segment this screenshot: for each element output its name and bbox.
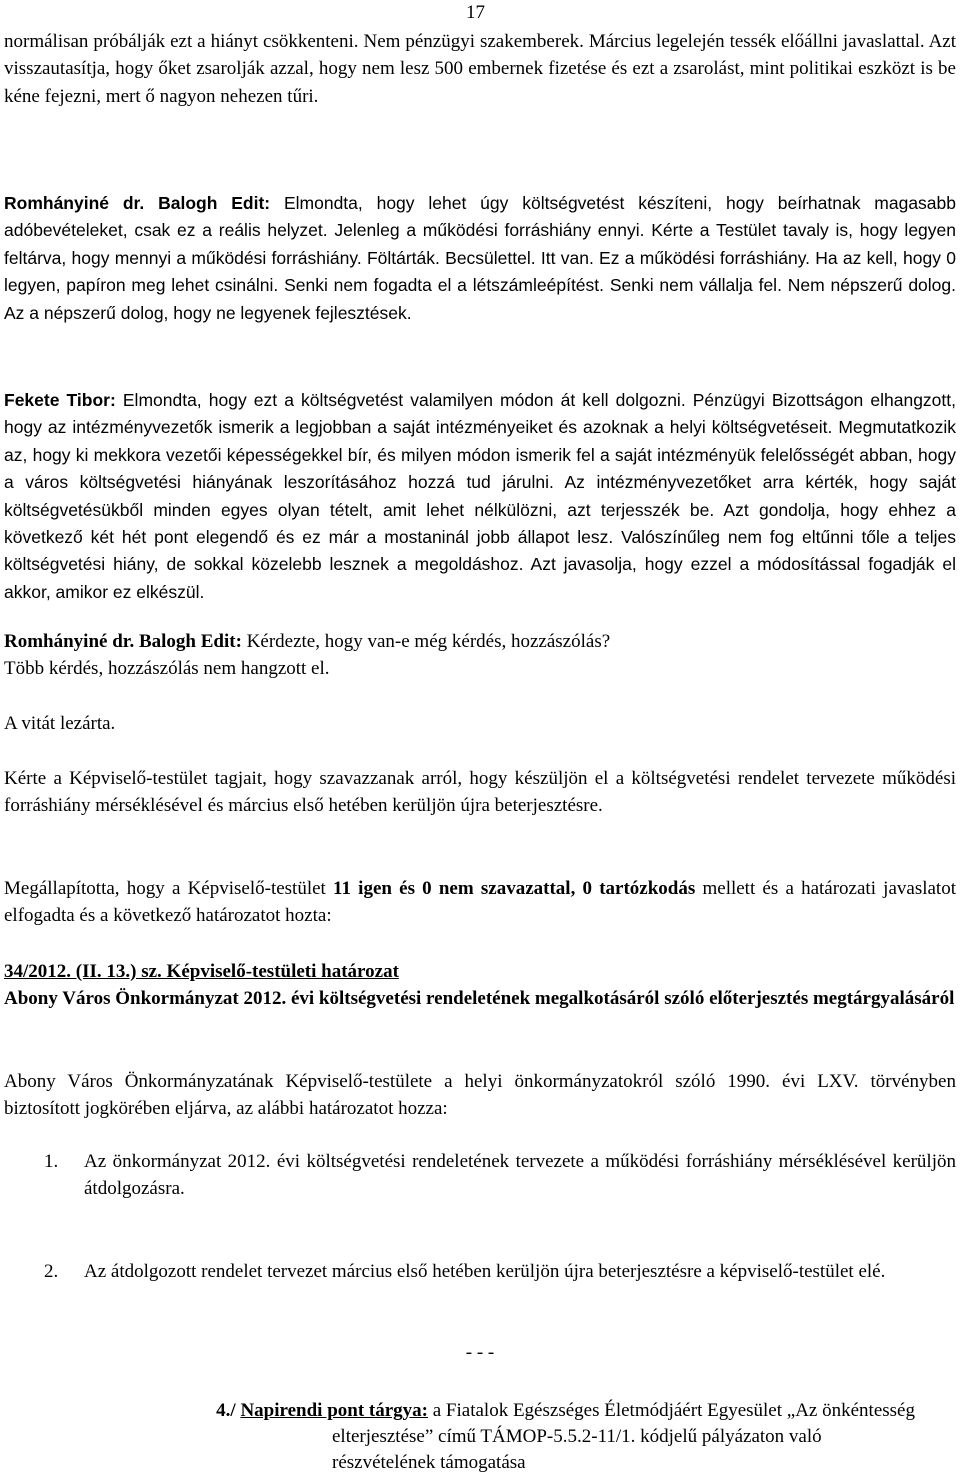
paragraph-speaker-balogh bbox=[4, 190, 956, 327]
agenda-subject-line2: elterjesztése” című TÁMOP-5.5.2-11/1. kódjelű pályázaton való bbox=[332, 1426, 822, 1447]
speaker-name: Romhányiné dr. Balogh Edit: bbox=[4, 193, 271, 213]
paragraph-speaker-fekete bbox=[4, 387, 956, 606]
resolution-intro: Abony Város Önkormányzatának Képviselő-testülete a helyi önkormányzatokról szóló 1990. évi LXV. törvényben biztosított jogkörében eljárva, az alábbi határozatot hozza: bbox=[4, 1071, 956, 1120]
paragraph-vote-result: Megállapította, hogy a Képviselő-testület 11 igen és 0 nem szavazattal, 0 tartózkodás mellett és a határozati javaslatot elfogadta és a következő határozatot hozta: bbox=[4, 878, 956, 927]
agenda-subject-line3: részvételének támogatása bbox=[332, 1452, 526, 1473]
section-separator: - - - bbox=[465, 1342, 495, 1363]
page-number: 17 bbox=[466, 2, 485, 23]
resolution-item: 2. Az átdolgozott rendelet tervezet március első hetében kerüljön újra beterjesztésre a képviselő-testület elé. bbox=[44, 1261, 886, 1282]
speaker-text: Elmondta, hogy lehet úgy költségvetést készíteni, hogy beírhatnak magasabb adóbevételeket, csak ez a reális helyzet. Jelenleg a működési forráshiány ennyi. Kérte a Testület tavaly is, hogy legyen feltárva, hogy mennyi a működési forráshiány. Föltárták. Becsülettel. Itt van. Ez a működési forráshiány. Ha az kell, hogy 0 legyen, papíron meg lehet csinálni. Senki nem fogadta el a létszámleépítést. Senki nem vállalja fel. Nem népszerű dolog. Az a népszerű dolog, hogy ne legyenek fejlesztések. bbox=[4, 193, 957, 323]
agenda-subject-line1: a Fiatalok Egészséges Életmódjáért Egyesület „Az önkéntesség bbox=[428, 1400, 915, 1421]
resolution-title: Abony Város Önkormányzat 2012. évi költségvetési rendeletének megalkotásáról szóló előterjesztés megtárgyalásáról bbox=[4, 988, 955, 1009]
debate-closed: A vitát lezárta. bbox=[4, 713, 116, 734]
agenda-number: 4./ bbox=[216, 1400, 236, 1421]
speaker-name: Fekete Tibor: bbox=[4, 390, 116, 410]
resolution-number: 34/2012. (II. 13.) sz. Képviselő-testületi határozat bbox=[4, 961, 399, 982]
agenda-label: Napirendi pont tárgya: bbox=[240, 1400, 428, 1421]
speaker-text: Elmondta, hogy ezt a költségvetést valamilyen módon át kell dolgozni. Pénzügyi Bizottságon elhangzott, hogy az intézményvezetők ismerik a legjobban a saját intézményeiket és azoknak a helyi költségvetéseit. Megmutatkozik az, hogy ki mekkora vezetői képességekkel bír, és milyen módon ismerik fel a saját intézményük felelősségét abban, hogy a város költségvetési hiányának leszorításához hozzá tud járulni. Az intézményvezetőket arra kérték, hogy saját költségvetésükből minden egyes olyan tételt, amit lehet nélkülözni, azt terjesszék be. Azt gondolja, hogy ehhez a következő két hét pont elegendő és ez már a mostaninál jobb állapot lesz. Valószínűleg nem fog eltűnni tőle a teljes költségvetési hiány, de sokkal közelebb lesznek a megoldáshoz. Azt javasolja, hogy ezzel a módosítással fogadják el akkor, amikor ez elkészül. bbox=[4, 390, 956, 602]
agenda-item bbox=[4, 1398, 956, 1476]
paragraph-vote-request: Kérte a Képviselő-testület tagjait, hogy szavazzanak arról, hogy készüljön el a költségvetési rendelet tervezete működési forráshiány mérséklésével és március első hetében kerüljön újra beterjesztésre. bbox=[4, 768, 956, 817]
paragraph-continuation: normálisan próbálják ezt a hiányt csökkenteni. Nem pénzügyi szakemberek. Március legelején tessék előállni javaslattal. Azt visszautasítja, hogy őket zsarolják azzal, hogy nem lesz 500 embernek fizetése és ezt a zsarolást, mint politikai eszközt is be kéne fejezni, mert ő nagyon nehezen tűri. bbox=[4, 31, 956, 107]
paragraph-speaker-balogh-question bbox=[4, 628, 956, 683]
speaker-name: Romhányiné dr. Balogh Edit: bbox=[4, 631, 242, 652]
speaker-text: Kérdezte, hogy van-e még kérdés, hozzászólás? bbox=[241, 631, 611, 652]
no-more-questions: Több kérdés, hozzászólás nem hangzott el. bbox=[4, 658, 330, 680]
resolution-item: 1. Az önkormányzat 2012. évi költségvetési rendeletének tervezete a működési forráshiány mérséklésével kerüljön átdolgozásra. bbox=[44, 1151, 956, 1200]
vote-count: 11 igen és 0 nem szavazattal, 0 tartózkodás bbox=[333, 878, 696, 899]
